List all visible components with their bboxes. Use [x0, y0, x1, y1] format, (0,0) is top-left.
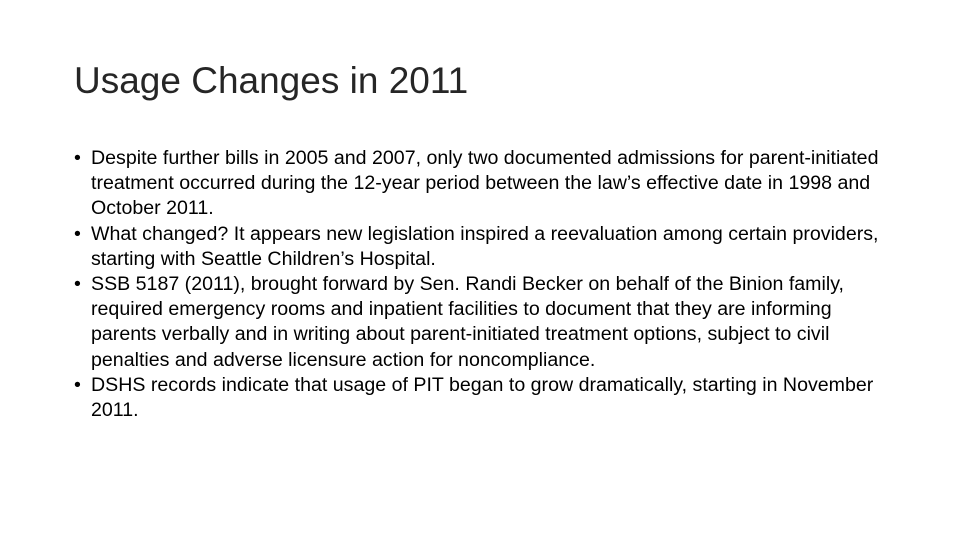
bullet-dot-icon: • [74, 273, 81, 296]
bullet-dot-icon: • [74, 222, 81, 245]
bullet-dot-icon: • [74, 147, 81, 169]
bullet-list [74, 146, 886, 423]
bullet-dot-icon: • [74, 373, 81, 396]
bullet-text: SSB 5187 (2011), brought forward by Sen. Randi Becker on behalf of the Binion family, required emergency rooms and inpatient facilities to document that they are informing parents verbally and in writing about parent-initiated treatment options, subject to civil penalties and adverse licensure action for noncompliance. [91, 273, 844, 371]
bullet-item [74, 373, 886, 423]
slide-title: Usage Changes in 2011 [74, 60, 469, 101]
bullet-text: Despite further bills in 2005 and 2007, only two documented admissions for parent-initiated treatment occurred during the 12-year period between the law’s effective date in 1998 and October 2011. [91, 147, 879, 220]
bullet-item [74, 146, 886, 222]
bullet-text: DSHS records indicate that usage of PIT began to grow dramatically, starting in November 2011. [91, 373, 874, 422]
bullet-text: What changed? It appears new legislation inspired a reevaluation among certain providers, starting with Seattle Children’s Hospital. [91, 222, 879, 270]
bullet-item [74, 272, 886, 373]
bullet-item [74, 222, 886, 272]
